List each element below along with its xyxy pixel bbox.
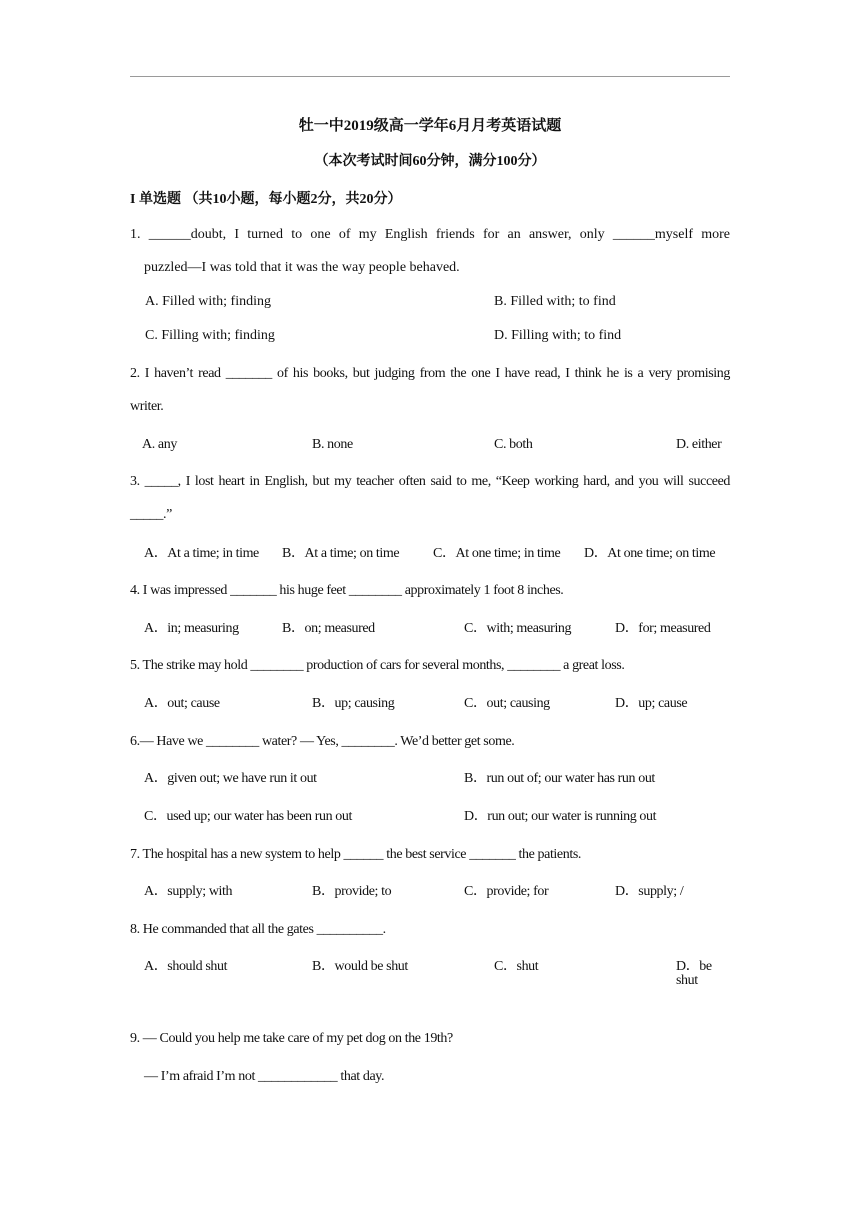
question-1-stem-line-2: puzzled—I was told that it was the way people behaved. <box>144 260 460 275</box>
exam-title: 牡一中2019级高一学年6月月考英语试题 <box>298 118 562 134</box>
question-4-stem: 4. I was impressed _______ his huge feet ________ approximately 1 foot 8 inches. <box>130 583 564 598</box>
question-8-stem: 8. He commanded that all the gates __________. <box>130 922 386 937</box>
question-1-option-b: B. Filled with; to find <box>494 294 616 309</box>
question-1-option-d: D. Filling with; to find <box>494 328 622 343</box>
header-rule <box>130 76 730 77</box>
question-6-stem: 6.— Have we ________ water? — Yes, ________. We’d better get some. <box>130 734 515 749</box>
question-2-option-d: D. either <box>676 437 722 452</box>
question-5-option-a: A．out; cause <box>144 696 220 711</box>
question-2-option-a: A. any <box>142 437 177 452</box>
question-3-option-b: B．At a time; on time <box>282 546 400 561</box>
question-3-stem-line-2: _____.” <box>130 507 172 522</box>
question-7-stem: 7. The hospital has a new system to help ______ the best service _______ the patients. <box>130 847 581 862</box>
question-8-option-c: C．shut <box>494 959 539 974</box>
question-7-option-a: A．supply; with <box>144 884 233 899</box>
question-5-option-d: D．up; cause <box>615 696 688 711</box>
question-9-stem-line-2: — I’m afraid I’m not ____________ that day. <box>144 1069 385 1084</box>
question-8-option-d: D．be shut <box>676 959 712 988</box>
section-heading: I 单选题 （共10小题，每小题2分，共20分） <box>130 192 402 207</box>
question-3-option-d: D．At one time; on time <box>584 546 716 561</box>
question-3-option-a: A．At a time; in time <box>144 546 259 561</box>
question-7-option-d: D．supply; / <box>615 884 684 899</box>
question-6-option-d: D．run out; our water is running out <box>464 809 657 824</box>
question-2-option-b: B. none <box>312 437 353 452</box>
question-1-option-c: C. Filling with; finding <box>145 328 275 343</box>
question-4-option-b: B．on; measured <box>282 621 375 636</box>
question-6-option-a: A．given out; we have run it out <box>144 771 317 786</box>
question-9-stem-line-1: 9. — Could you help me take care of my pet dog on the 19th? <box>130 1031 453 1046</box>
question-8-option-b: B．would be shut <box>312 959 408 974</box>
question-4-option-c: C．with; measuring <box>464 621 572 636</box>
question-6-option-c: C．used up; our water has been run out <box>144 809 352 824</box>
question-6-option-b: B．run out of; our water has run out <box>464 771 655 786</box>
question-3-stem-line-1: 3. _____, I lost heart in English, but my teacher often said to me, “Keep working hard, and you will succeed <box>130 474 730 489</box>
question-2-stem-line-1: 2. I haven’t read _______ of his books, but judging from the one I have read, I think he is a very promising <box>130 366 730 381</box>
question-2-option-c: C. both <box>494 437 533 452</box>
question-5-option-b: B．up; causing <box>312 696 395 711</box>
question-7-option-c: C．provide; for <box>464 884 549 899</box>
question-7-option-b: B．provide; to <box>312 884 392 899</box>
question-5-stem: 5. The strike may hold ________ production of cars for several months, ________ a great loss. <box>130 658 625 673</box>
question-1-option-a: A. Filled with; finding <box>145 294 271 309</box>
question-4-option-a: A．in; measuring <box>144 621 239 636</box>
question-8-option-a: A．should shut <box>144 959 228 974</box>
exam-subtitle: （本次考试时间60分钟，满分100分） <box>314 154 546 169</box>
question-5-option-c: C．out; causing <box>464 696 550 711</box>
question-1-stem-line-1: 1. ______doubt, I turned to one of my English friends for an answer, only ______myself more <box>130 227 730 242</box>
question-3-option-c: C．At one time; in time <box>433 546 561 561</box>
question-4-option-d: D．for; measured <box>615 621 711 636</box>
question-2-stem-line-2: writer. <box>130 399 164 414</box>
